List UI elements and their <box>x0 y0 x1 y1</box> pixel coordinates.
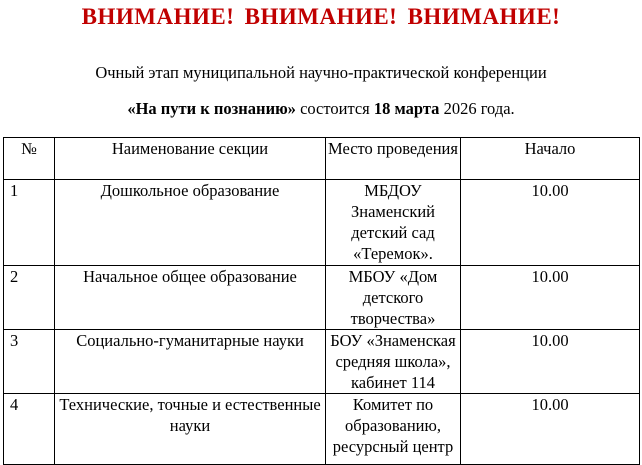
header-start: Начало <box>461 138 640 180</box>
row-place: БОУ «Знаменская средняя школа», кабинет 114 <box>326 330 461 394</box>
row-section: Дошкольное образование <box>55 180 326 266</box>
table-row <box>4 266 640 330</box>
table-row <box>4 394 640 465</box>
row-place: Комитет по образованию, ресурсный центр <box>326 394 461 465</box>
schedule-table <box>3 137 640 465</box>
row-num: 1 <box>4 180 55 266</box>
row-start: 10.00 <box>461 330 640 394</box>
row-start: 10.00 <box>461 266 640 330</box>
announcement-heading: ВНИМАНИЕ! ВНИМАНИЕ! ВНИМАНИЕ! <box>81 4 561 29</box>
row-start: 10.00 <box>461 394 640 465</box>
header-section: Наименование секции <box>55 138 326 180</box>
row-section: Начальное общее образование <box>55 266 326 330</box>
conference-date: 18 марта <box>373 99 440 118</box>
row-start: 10.00 <box>461 180 640 266</box>
row-num: 2 <box>4 266 55 330</box>
conference-line: Очный этап муниципальной научно-практической конференции <box>95 63 547 82</box>
conference-year: 2026 года. <box>439 99 515 118</box>
row-place: МБДОУ Знаменский детский сад «Теремок». <box>326 180 461 266</box>
conference-middle-text: состоится <box>295 99 374 118</box>
row-num: 3 <box>4 330 55 394</box>
row-place: МБОУ «Дом детского творчества» <box>326 266 461 330</box>
row-num: 4 <box>4 394 55 465</box>
table-header-row <box>4 138 640 180</box>
conference-title: «На пути к познанию» <box>127 99 296 118</box>
table-row <box>4 180 640 266</box>
table-row <box>4 330 640 394</box>
row-section: Социально-гуманитарные науки <box>55 330 326 394</box>
row-section: Технические, точные и естественные науки <box>55 394 326 465</box>
header-place: Место проведения <box>326 138 461 180</box>
conference-date-line <box>0 99 642 119</box>
header-num: № <box>4 138 55 180</box>
